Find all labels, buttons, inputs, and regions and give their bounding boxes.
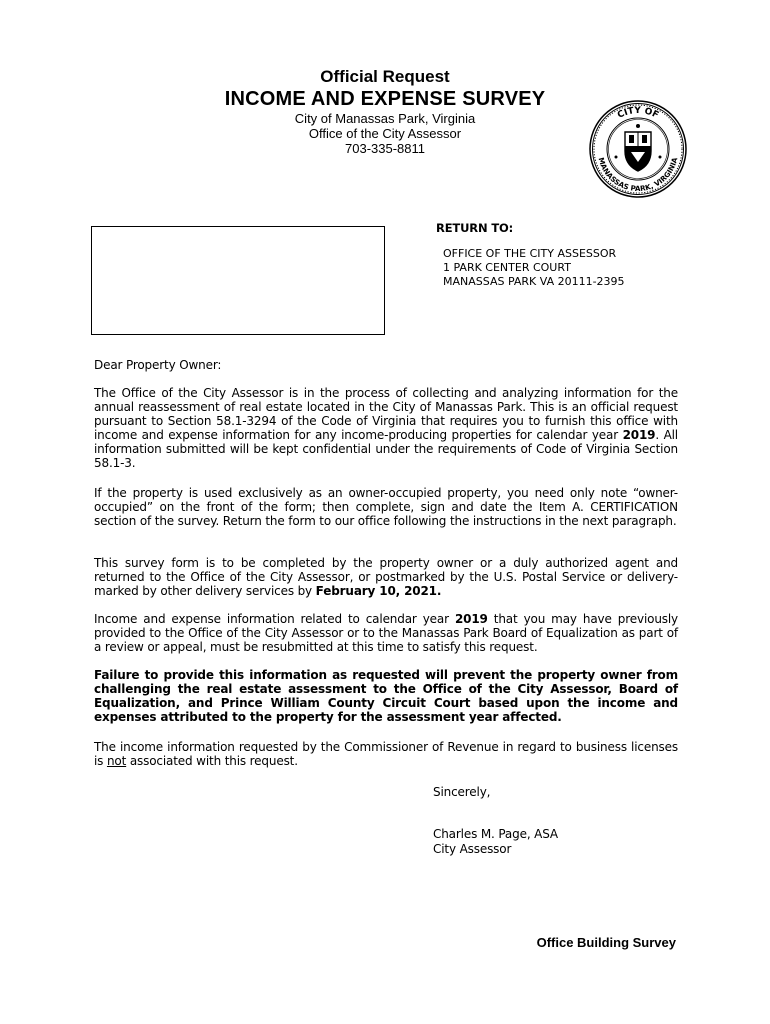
resubmit-year: 2019 <box>454 612 488 626</box>
not-emphasis: not <box>106 754 127 768</box>
return-address-line-2: 1 PARK CENTER COURT <box>443 261 571 274</box>
return-to-label: RETURN TO: <box>436 221 514 235</box>
paragraph-business-licenses <box>94 740 678 768</box>
mailing-address-box <box>91 226 385 335</box>
paragraph-resubmit-text-a: Income and expense information related to calendar year <box>94 612 455 626</box>
office-phone: 703-335-8811 <box>345 141 425 156</box>
return-address-line-1: OFFICE OF THE CITY ASSESSOR <box>443 247 617 260</box>
paragraph-resubmit-text-b: that you may have previously provided to the Office of the City Assessor or to the Manassas Park Board of Equalization as part of a review or appeal, must be resubmitted at this time to satisfy this request. <box>94 612 679 654</box>
paragraph-owner-occupied: If the property is used exclusively as an owner-occupied property, you need only note “owner-occupied” on the front of the form; then complete, sign and date the Item A. CERTIFICATION section of the survey. Return the form to our office following the instructions in the next paragraph. <box>94 486 678 528</box>
salutation: Dear Property Owner: <box>94 358 222 372</box>
survey-type-footer: Office Building Survey <box>536 935 676 950</box>
seal-top-text: CITY OF <box>616 105 661 121</box>
city-seal-icon <box>588 99 688 199</box>
paragraph-business-licenses-text-a: The income information requested by the Commissioner of Revenue in regard to business licenses is <box>94 740 678 768</box>
office-name: Office of the City Assessor <box>308 126 462 141</box>
closing: Sincerely, <box>433 785 491 799</box>
deadline-date: February 10, 2021. <box>315 584 442 598</box>
signer-title: City Assessor <box>433 842 512 856</box>
paragraph-resubmit <box>94 612 678 654</box>
paragraph-failure-warning: Failure to provide this information as requested will prevent the property owner from challenging the real estate assessment to the Office of the City Assessor, Board of Equalization, and Prince William County Circuit Court based upon the income and expenses attributed to the property for the assessment year affected. <box>94 668 678 724</box>
calendar-year: 2019 <box>622 428 656 442</box>
page-title: INCOME AND EXPENSE SURVEY <box>224 88 546 110</box>
signer-name: Charles M. Page, ASA <box>433 827 558 841</box>
seal-bottom-text: MANASSAS PARK, VIRGINIA <box>596 156 680 194</box>
paragraph-request-text-b: . All information submitted will be kept confidential under the requirements of Code of Virginia Section 58.1-3. <box>94 428 678 470</box>
paragraph-deadline-text: This survey form is to be completed by the property owner or a duly authorized agent and returned to the Office of the City Assessor, or postmarked by the U.S. Postal Service or delivery-marked by other delivery services by <box>94 556 678 598</box>
paragraph-business-licenses-text-b: associated with this request. <box>126 754 298 768</box>
paragraph-deadline <box>94 556 678 598</box>
city-name: City of Manassas Park, Virginia <box>294 111 476 126</box>
official-request-label: Official Request <box>320 67 450 86</box>
paragraph-request <box>94 386 678 470</box>
paragraph-request-text-a: The Office of the City Assessor is in the process of collecting and analyzing information for the annual reassessment of real estate located in the City of Manassas Park. This is an official request pursuant to Section 58.1-3294 of the Code of Virginia that requires you to furnish this office with income and expense information for any income-producing properties for calendar year <box>94 386 678 442</box>
return-address-line-3: MANASSAS PARK VA 20111-2395 <box>443 275 625 288</box>
